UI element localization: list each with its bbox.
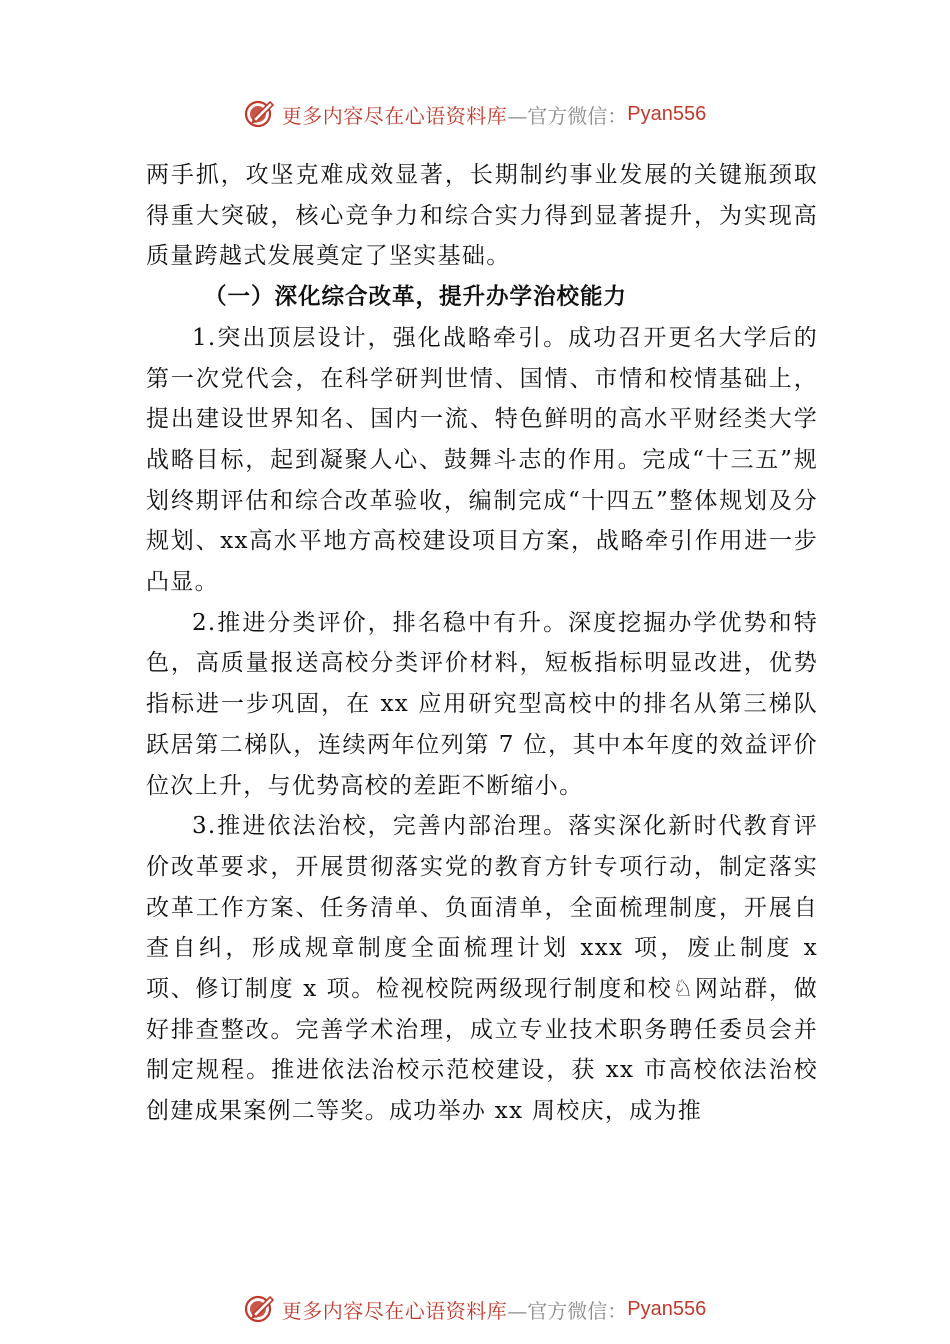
- document-body: [146, 155, 818, 1132]
- watermark-header: [0, 94, 950, 134]
- watermark-separator: —官方微信：: [507, 1298, 628, 1323]
- paragraph-continuation: 两手抓，攻坚克难成效显著，长期制约事业发展的关键瓶颈取得重大突破，核心竞争力和综合实力得到显著提升，为实现高质量跨越式发展奠定了坚实基础。: [146, 162, 818, 270]
- watermark-site-text: 更多内容尽在心语资料库: [281, 1298, 508, 1323]
- paragraph-item-3: 3.推进依法治校，完善内部治理。落实深化新时代教育评价改革要求，开展贯彻落实党的教育方针专项行动，制定落实改革工作方案、任务清单、负面清单，全面梳理制度，开展自查自纠，形成规章制度全面梳理计划 xxx 项，废止制度 x 项、修订制度 x 项。检视校院两级现行制度和校♘网站群，做好排查整改。完善学术治理，成立专业技术职务聘任委员会并制定规程。推进依法治校示范校建设，获 xx 市高校依法治校创建成果案例二等奖。成功举办 xx 周校庆，成为推: [146, 813, 818, 1125]
- watermark-wechat-id: Pyan556: [627, 102, 707, 125]
- pen-logo-icon: [244, 98, 276, 130]
- watermark-site-text: 更多内容尽在心语资料库: [281, 103, 508, 128]
- pen-logo-icon: [244, 1293, 276, 1325]
- paragraph-item-2: 2.推进分类评价，排名稳中有升。深度挖掘办学优势和特色，高质量报送高校分类评价材料，短板指标明显改进，优势指标进一步巩固，在 xx 应用研究型高校中的排名从第三梯队跃居第二梯队，连续两年位列第 7 位，其中本年度的效益评价位次上升，与优势高校的差距不断缩小。: [146, 609, 818, 799]
- watermark-separator: —官方微信：: [507, 103, 628, 128]
- watermark-footer: [0, 1289, 950, 1329]
- section-heading: （一）深化综合改革，提升办学治校能力: [204, 284, 628, 311]
- paragraph-item-1: 1.突出顶层设计，强化战略牵引。成功召开更名大学后的第一次党代会，在科学研判世情、国情、市情和校情基础上，提出建设世界知名、国内一流、特色鲜明的高水平财经类大学战略目标，起到凝聚人心、鼓舞斗志的作用。完成“十三五”规划终期评估和综合改革验收，编制完成“十四五”整体规划及分规划、xx高水平地方高校建设项目方案，战略牵引作用进一步凸显。: [146, 324, 818, 596]
- watermark-wechat-id: Pyan556: [627, 1297, 707, 1320]
